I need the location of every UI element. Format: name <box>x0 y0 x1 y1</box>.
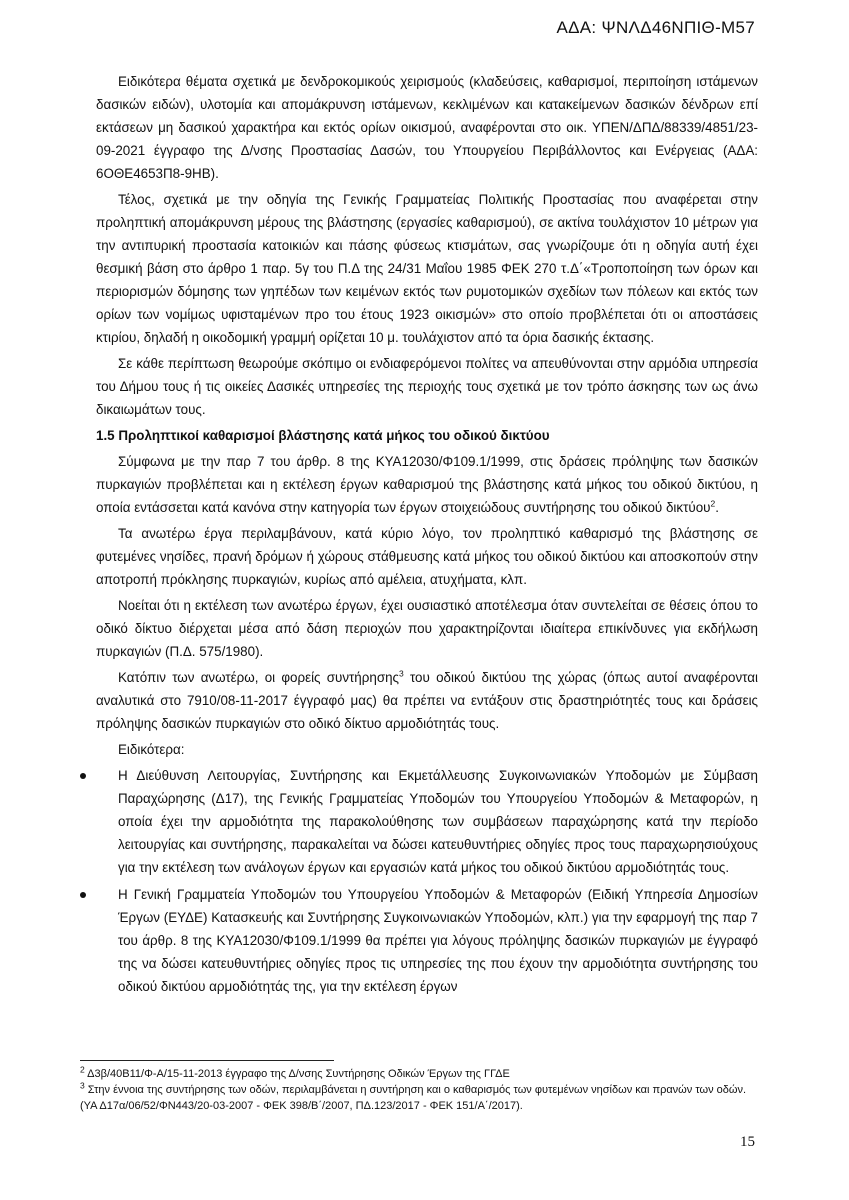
list-item-text: Η Διεύθυνση Λειτουργίας, Συντήρησης και Εκμετάλλευσης Συγκοινωνιακών Υποδομών με Σύμβαση Παραχώρησης (Δ17), της Γενικής Γραμματείας Υποδομών του Υπουργείου Υποδομών & Μεταφορών, η οποία έχει την αρμοδιότητα της παρακολούθησης των συμβάσεων παραχώρησης κατά την περίοδο λειτουργίας και συντήρησης, παρακαλείται να δώσει κατευθυντήριες οδηγίες προς τους παραχωρησιούχους για την εκτέλεση των ανάλογων έργων και εργασιών κατά μήκος του οδικού δικτύου αρμοδιότητάς τους. <box>118 768 758 875</box>
paragraph: Τα ανωτέρω έργα περιλαμβάνουν, κατά κύριο λόγο, τον προληπτικό καθαρισμό της βλάστησης σε φυτεμένες νησίδες, πρανή δρόμων ή χώρους στάθμευσης κατά μήκος του οδικού δικτύου και αποσκοπούν στην αποτροπή πρόκλησης πυρκαγιών, κυρίως από αμέλεια, ατυχήματα, κλπ. <box>96 526 758 587</box>
bullet-icon <box>80 773 86 779</box>
ada-identifier: ΑΔΑ: ΨΝΛΔ46ΝΠΙΘ-Μ57 <box>556 18 755 37</box>
paragraph: Ειδικότερα: <box>118 742 185 757</box>
page-number: 15 <box>740 1134 755 1150</box>
footnote-separator <box>80 1060 334 1061</box>
paragraph-text: Σύμφωνα με την παρ 7 του άρθρ. 8 της ΚΥΑ12030/Φ109.1/1999, στις δράσεις πρόληψης των δασικών πυρκαγιών προβλέπεται και η εκτέλεση έργων καθαρισμού της βλάστησης κατά μήκος του οδικού δικτύου, η οποία εντάσσεται κατά κανόνα στην κατηγορία των έργων στοιχειώδους συντήρησης του οδικού δικτύου <box>96 454 758 515</box>
paragraph-end: . <box>715 500 719 515</box>
footnote-text: Στην έννοια της συντήρησης των οδών, περιλαμβάνεται η συντήρηση και ο καθαρισμός των φυτεμένων νησίδων και πρανών των οδών. (ΥΑ Δ17α/06/52/ΦΝ443/20-03-2007 - ΦΕΚ 398/Β΄/2007, ΠΔ.123/2017 - ΦΕΚ 151/Α΄/2017). <box>80 1084 747 1112</box>
list-item <box>96 764 758 879</box>
paragraph-text: Κατόπιν των ανωτέρω, οι φορείς συντήρησης <box>118 670 399 685</box>
bullet-list <box>96 764 758 998</box>
list-item-text: Η Γενική Γραμματεία Υποδομών του Υπουργείου Υποδομών & Μεταφορών (Ειδική Υπηρεσία Δημοσίων Έργων (ΕΥΔΕ) Κατασκευής και Συντήρησης Συγκοινωνιακών Υποδομών, κλπ.) για την εφαρμογή της παρ 7 του άρθρ. 8 της ΚΥΑ12030/Φ109.1/1999 θα πρέπει για λόγους πρόληψης δασικών πυρκαγιών με έγγραφό της να δώσει κατευθυντήριες οδηγίες προς τις υπηρεσίες της που έχουν την αρμοδιότητα συντήρησης του οδικού δικτύου αρμοδιότητάς της, για την εκτέλεση έργων <box>118 887 758 994</box>
footnote <box>80 1082 760 1114</box>
footnotes <box>80 1066 760 1114</box>
paragraph: Τέλος, σχετικά με την οδηγία της Γενικής Γραμματείας Πολιτικής Προστασίας που αναφέρεται στην προληπτική απομάκρυνση μέρους της βλάστησης (εργασίες καθαρισμού), σε ακτίνα τουλάχιστον 10 μέτρων για την αντιπυρική προστασία κατοικιών και πάσης φύσεως κτισμάτων, σας γνωρίζουμε ότι η οδηγία αυτή έχει θεσμική βάση στο άρθρο 1 παρ. 5γ του Π.Δ της 24/31 Μαΐου 1985 ΦΕΚ 270 τ.Δ΄«Τροποποίηση των όρων και περιορισμών δόμησης των γηπέδων των κειμένων εκτός των ρυμοτομικών σχεδίων των πόλεων και εκτός των ορίων των νομίμως υφισταμένων προ του έτους 1923 οικισμών» στο οποίο προβλέπεται ότι οι αποστάσεις κτιρίου, δηλαδή η οικοδομική γραμμή ορίζεται 10 μ. τουλάχιστον από τα όρια δασικής έκτασης. <box>96 192 758 345</box>
section-title: 1.5 Προληπτικοί καθαρισμοί βλάστησης κατά μήκος του οδικού δικτύου <box>96 428 550 443</box>
footnote-ref[interactable]: 3 <box>398 668 404 679</box>
footnote-number: 2 <box>80 1064 85 1075</box>
paragraph: Νοείται ότι η εκτέλεση των ανωτέρω έργων, έχει ουσιαστικό αποτέλεσμα όταν συντελείται σε θέσεις όπου το οδικό δίκτυο διέρχεται μέσα από δάση περιοχών που χαρακτηρίζονται ιδιαίτερα επικίνδυνες για εκδήλωση πυρκαγιών (Π.Δ. 575/1980). <box>96 598 758 659</box>
paragraph <box>96 450 758 519</box>
bullet-icon <box>80 892 86 898</box>
footnote-number: 3 <box>80 1080 85 1091</box>
footnote <box>80 1066 760 1082</box>
paragraph: Σε κάθε περίπτωση θεωρούμε σκόπιμο οι ενδιαφερόμενοι πολίτες να απευθύνονται στην αρμόδια υπηρεσία του Δήμου τους ή τις οικείες Δασικές υπηρεσίες της περιοχής τους σχετικά με τον τρόπο άσκησης των ως άνω δικαιωμάτων τους. <box>96 356 758 417</box>
footnote-ref[interactable]: 2 <box>710 498 716 509</box>
document-body <box>96 70 758 1002</box>
footnote-text: Δ3β/40Β11/Φ-Α/15-11-2013 έγγραφο της Δ/νσης Συντήρησης Οδικών Έργων της ΓΓΔΕ <box>84 1068 510 1080</box>
paragraph: Ειδικότερα θέματα σχετικά με δενδροκομικούς χειρισμούς (κλαδεύσεις, καθαρισμοί, περιποίηση ιστάμενων δασικών ειδών), υλοτομία και απομάκρυνση ιστάμενων, κεκλιμένων και κατακείμενων δασικών δένδρων επί εκτάσεων μη δασικού χαρακτήρα και εκτός ορίων οικισμού, αναφέρονται στο οικ. ΥΠΕΝ/ΔΠΔ/88339/4851/23-09-2021 έγγραφο της Δ/νσης Προστασίας Δασών, του Υπουργείου Περιβάλλοντος και Ενέργειας (ΑΔΑ: 6ΟΘΕ4653Π8-9ΗΒ). <box>96 74 758 181</box>
paragraph-text: του οδικού δικτύου της χώρας (όπως αυτοί αναφέρονται αναλυτικά στο 7910/08-11-2017 έγγραφό μας) θα πρέπει να εντάξουν στις δραστηριότητές τους και δράσεις πρόληψης δασικών πυρκαγιών στο οδικό δίκτυο αρμοδιότητάς τους. <box>96 670 758 731</box>
paragraph <box>96 666 758 735</box>
list-item <box>96 883 758 998</box>
